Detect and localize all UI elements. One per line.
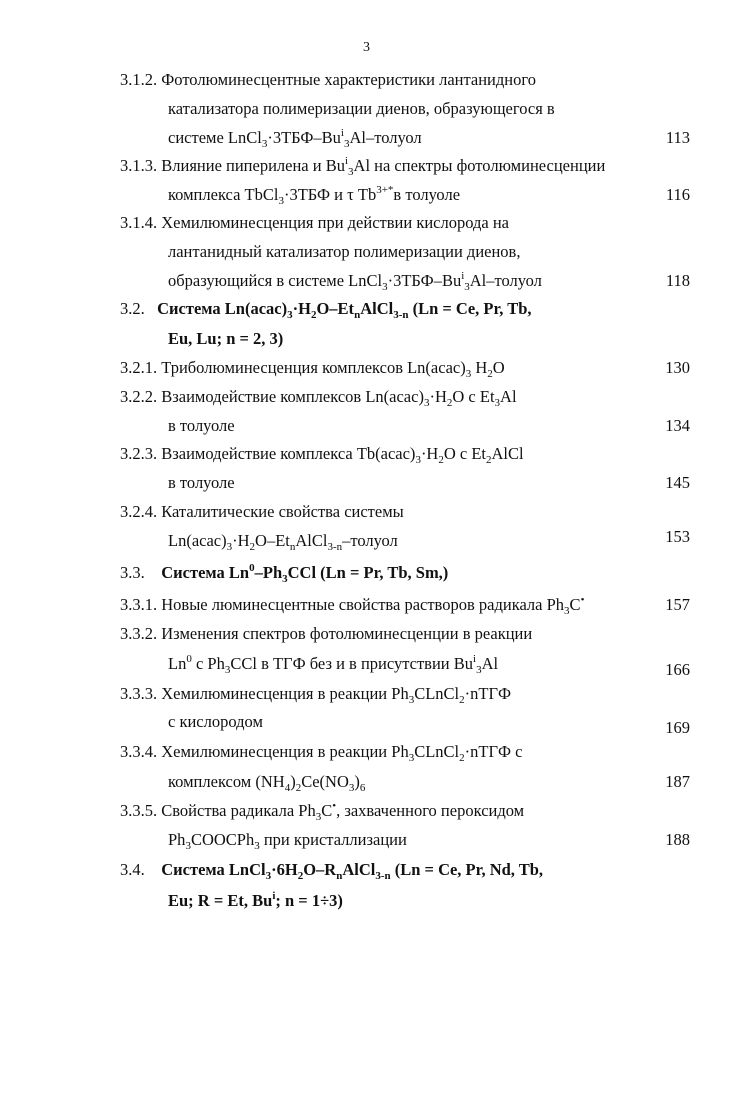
toc-entry-3-1-4-line3: образующийся в системе $LnCl_3\cdot 3ТБФ-Bu^i_3Al$–толуол (168, 270, 542, 293)
toc-entry-3-3-2-line2: Ln$^0$ с $Ph_3CCl$ в ТГФ без и в присутствии $Bu^i_3Al$ (168, 653, 499, 676)
toc-entry-3-1-2-line2: катализатора полимеризации диенов, образующегося в (168, 99, 555, 118)
toc-page-169: 169 (665, 718, 690, 737)
toc-entry-3-3-4-line2: комплексом $(NH_4)_2Ce(NO_3)_6$ (168, 772, 366, 794)
toc-page-134: 134 (665, 416, 690, 435)
toc-entry-3-3-5: 3.3.5. Свойства радикала $Ph_3C^•$, захваченного пероксидом (120, 800, 525, 823)
toc-page-187: 187 (665, 772, 690, 791)
toc-page-145: 145 (665, 473, 690, 492)
toc-entry-3-3-3-line2: с кислородом (168, 712, 263, 731)
toc-entry-3-2-3-line2: в толуоле (168, 473, 235, 492)
page-number: 3 (363, 40, 370, 55)
toc-entry-3-1-3-line2: комплекса TbCl$_3$·3ТБФ и τ $Tb^{3+*}в$ толуоле (168, 184, 461, 207)
toc-entry-3-1-4-line2: лантанидный катализатор полимеризации диенов, (168, 242, 521, 261)
toc-section-3-3: 3.3. Система $Ln^0-Ph_3CCl$ (Ln = Pr, Tb, Sm,) (120, 562, 449, 585)
toc-entry-3-2-1: 3.2.1. Триболюминесценция комплексов $Ln(acac)_3$ $H_2O$ (120, 358, 505, 380)
toc-entry-3-3-1: 3.3.1. Новые люминесцентные свойства растворов радикала $Ph_3C^•$ (120, 594, 585, 617)
toc-entry-3-2-4-line2: $Ln(acac)_3\cdot H_2O-Et_nAlCl_{3-n}$–толуол (168, 531, 398, 553)
toc-page-188: 188 (665, 830, 690, 849)
toc-section-3-4-line2: Eu; R = Et, Bu$^i$; n = 1÷3) (168, 890, 343, 910)
toc-entry-3-3-3: 3.3.3. Хемилюминесценция в реакции $Ph_3CLnCl_2\cdot nТГФ$ (120, 684, 512, 706)
toc-entry-3-3-2: 3.3.2. Изменения спектров фотолюминесценции в реакции (120, 624, 533, 643)
toc-page-113: 113 (665, 128, 690, 147)
toc-entry-3-1-4: 3.1.4. Хемилюминесценция при действии кислорода на (120, 213, 509, 232)
toc-entry-3-1-2-line3: системе $LnCl_3\cdot 3ТБФ-Bu^i_3Al$–толуол (168, 127, 422, 150)
toc-entry-3-1-3: 3.1.3. Влияние пиперилена и $Bu^i_3Al$ на спектры фотолюминесценции (120, 155, 606, 178)
toc-page-153: 153 (665, 527, 690, 546)
toc-entry-3-2-2-line2: в толуоле (168, 416, 235, 435)
toc-section-3-4: 3.4. Система $LnCl_3\cdot 6H_2O-R_nAlCl_{3-n}$ (Ln = Ce, Pr, Nd, Tb, (120, 860, 544, 882)
toc-entry-3-2-3: 3.2.3. Взаимодействие комплекса $Tb(acac)_3\cdot H_2O$ с $Et_2AlCl$ (120, 444, 524, 466)
toc-entry-3-2-2: 3.2.2. Взаимодействие комплексов $Ln(acac)_3\cdot H_2O$ с $Et_3Al$ (120, 387, 517, 409)
toc-page-166: 166 (665, 660, 690, 679)
toc-entry-3-3-5-line2: $Ph_3COOCPh_3$ при кристаллизации (168, 830, 407, 852)
toc-section-3-2-line2: Eu, Lu; n = 2, 3) (168, 329, 284, 348)
toc-page-116: 116 (665, 185, 690, 204)
toc-entry-3-2-4: 3.2.4. Каталитические свойства системы (120, 502, 404, 521)
toc-page-157: 157 (665, 595, 690, 614)
toc-page-130: 130 (665, 358, 690, 377)
toc-entry-3-3-4: 3.3.4. Хемилюминесценция в реакции $Ph_3CLnCl_2\cdot nТГФ$ с (120, 742, 523, 764)
toc-entry-3-1-2: 3.1.2. Фотолюминесцентные характеристики лантанидного (120, 70, 536, 89)
toc-page-118: 118 (665, 271, 690, 290)
toc-section-3-2: 3.2. Система $Ln(acac)_3\cdot H_2O-Et_nAlCl_{3-n}$ (Ln = Ce, Pr, Tb, (120, 299, 532, 321)
